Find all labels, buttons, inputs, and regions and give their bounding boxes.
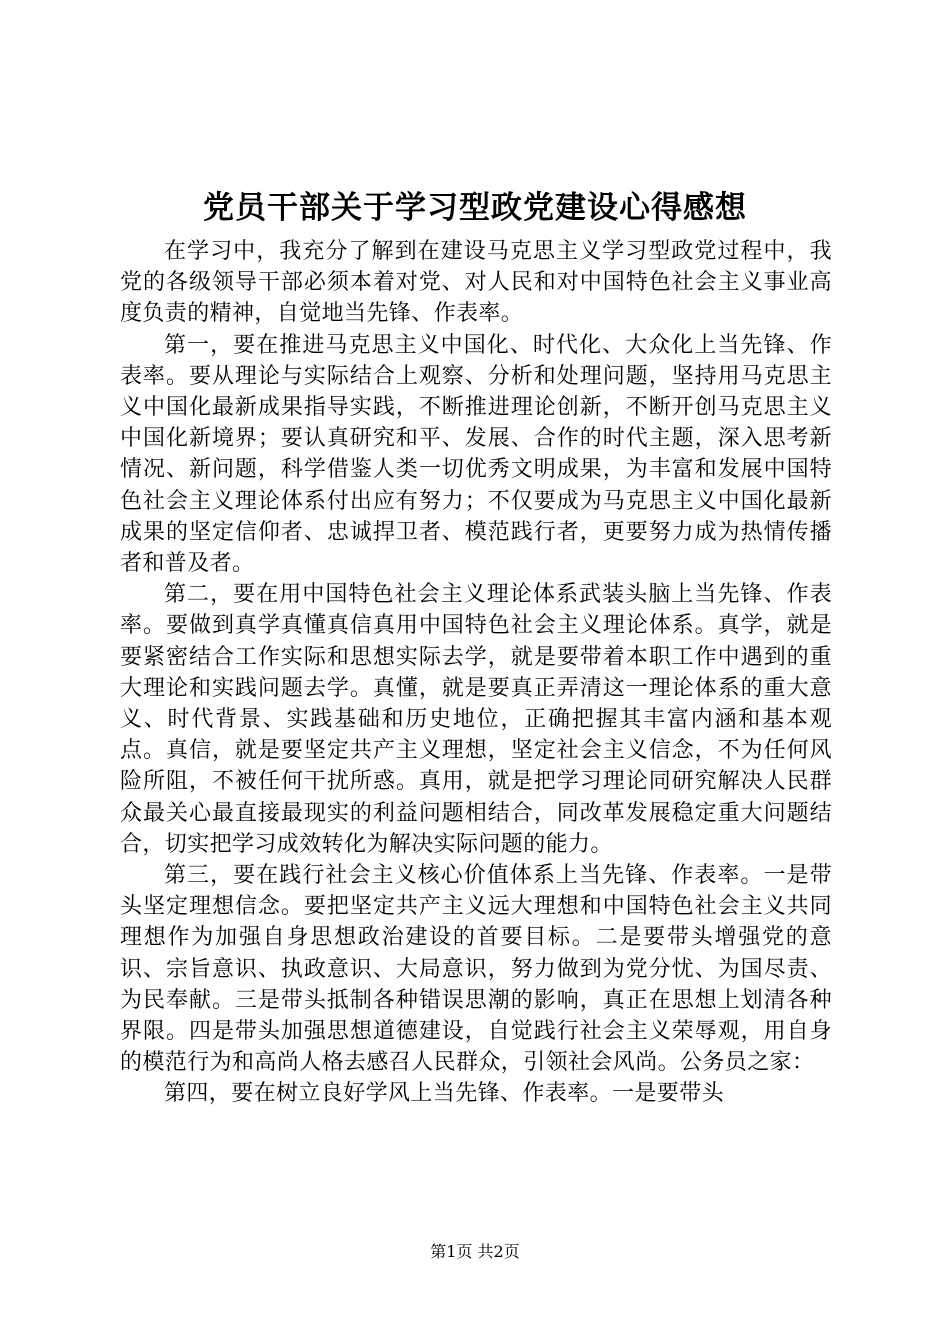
- page-total: 共2页: [477, 1242, 520, 1261]
- document-body: [120, 236, 832, 1110]
- page-footer: [0, 1240, 950, 1264]
- paragraph-third: 第三，要在践行社会主义核心价值体系上当先锋、作表率。一是带头坚定理想信念。要把坚定共产主义远大理想和中国特色社会主义共同理想作为加强自身思想政治建设的首要目标。二是要带头增强党的意识、宗旨意识、执政意识、大局意识，努力做到为党分忧、为国尽责、为民奉献。三是带头抵制各种错误思潮的影响，真正在思想上划清各种界限。四是带头加强思想道德建设，自觉践行社会主义荣辱观，用自身的模范行为和高尚人格去感召人民群众，引领社会风尚。公务员之家：: [120, 863, 832, 1076]
- paragraph-second: 第二，要在用中国特色社会主义理论体系武装头脑上当先锋、作表率。要做到真学真懂真信真用中国特色社会主义理论体系。真学，就是要紧密结合工作实际和思想实际去学，就是要带着本职工作中遇到的重大理论和实践问题去学。真懂，就是要真正弄清这一理论体系的重大意义、时代背景、实践基础和历史地位，正确把握其丰富内涵和基本观点。真信，就是要坚定共产主义理想，坚定社会主义信念，不为任何风险所阻，不被任何干扰所惑。真用，就是把学习理论同研究解决人民群众最关心最直接最现实的利益问题相结合，同改革发展稳定重大问题结合，切实把学习成效转化为解决实际问题的能力。: [120, 582, 832, 857]
- paragraph-first: 第一，要在推进马克思主义中国化、时代化、大众化上当先锋、作表率。要从理论与实际结合上观察、分析和处理问题，坚持用马克思主义中国化最新成果指导实践，不断推进理论创新，不断开创马克思主义中国化新境界；要认真研究和平、发展、合作的时代主题，深入思考新情况、新问题，科学借鉴人类一切优秀文明成果，为丰富和发展中国特色社会主义理论体系付出应有努力；不仅要成为马克思主义中国化最新成果的坚定信仰者、忠诚捍卫者、模范践行者，更要努力成为热情传播者和普及者。: [120, 332, 832, 577]
- paragraph-intro: 在学习中，我充分了解到在建设马克思主义学习型政党过程中，我党的各级领导干部必须本着对党、对人民和对中国特色社会主义事业高度负责的精神，自觉地当先锋、作表率。: [120, 239, 832, 327]
- page-number: 第1页: [430, 1242, 473, 1261]
- paragraph-fourth: 第四，要在树立良好学风上当先锋、作表率。一是要带头: [164, 1081, 725, 1107]
- document-title: 党员干部关于学习型政党建设心得感想: [203, 190, 747, 226]
